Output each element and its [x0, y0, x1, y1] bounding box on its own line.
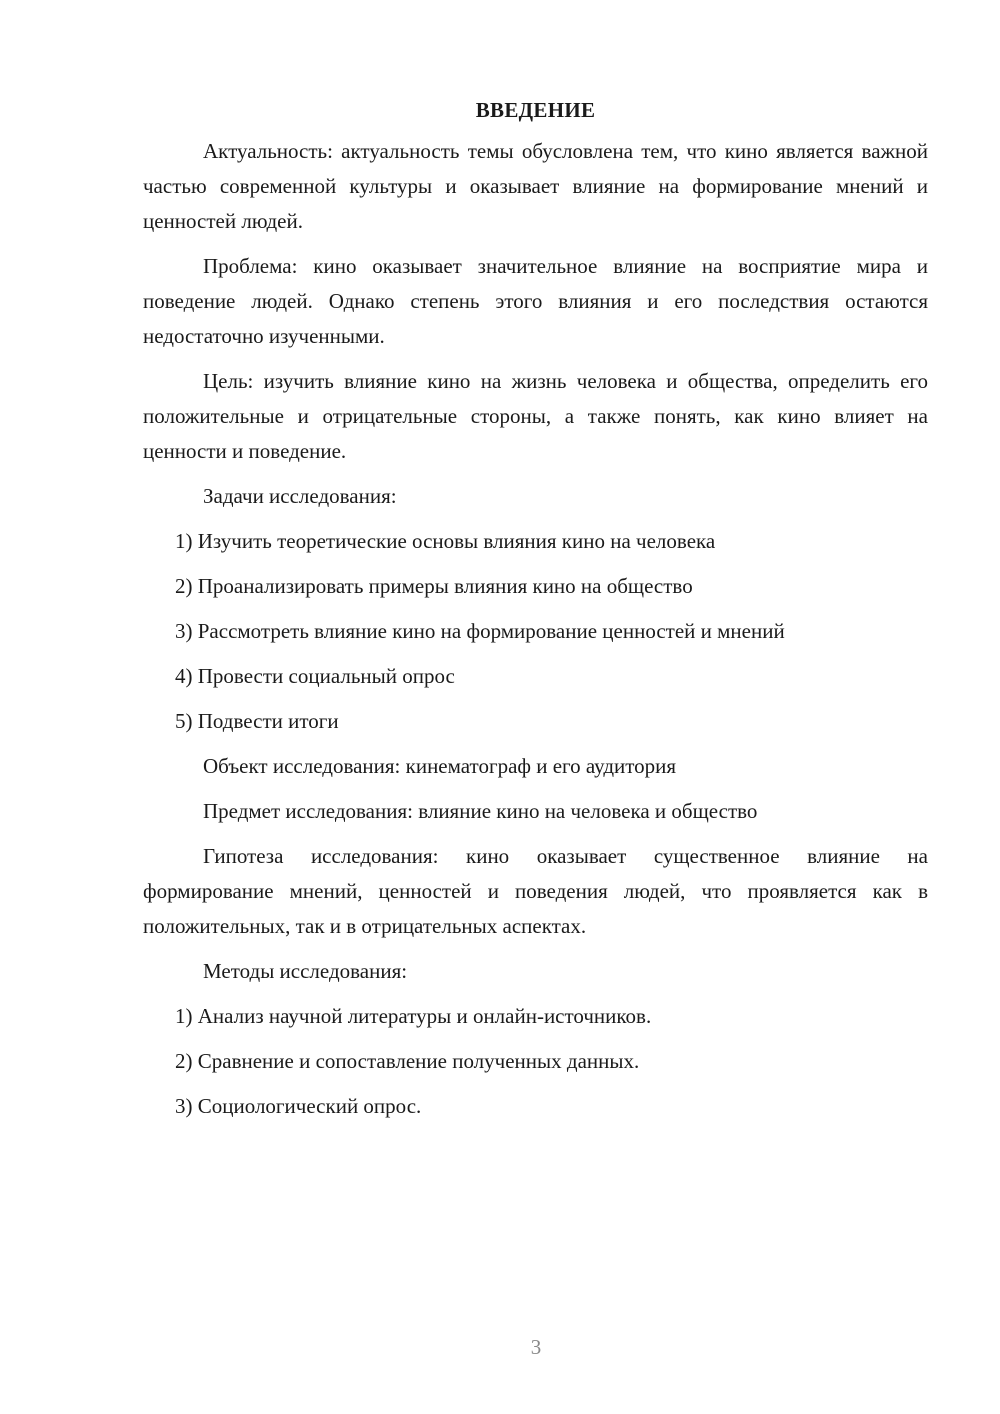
page-number: 3 [530, 1335, 542, 1359]
task-item: 1) Изучить теоретические основы влияния кино на человека [175, 529, 716, 553]
tasks-list [143, 524, 928, 739]
task-item: 3) Рассмотреть влияние кино на формирование ценностей и мнений [175, 619, 785, 643]
methods-label: Методы исследования: [203, 959, 408, 983]
method-item: 1) Анализ научной литературы и онлайн-источников. [175, 1004, 652, 1028]
section-title: ВВЕДЕНИЕ [475, 98, 596, 122]
relevance-paragraph: Актуальность: актуальность темы обусловлена тем, что кино является важной частью современной культуры и оказывает влияние на формирование мнений и ценностей людей. [143, 139, 928, 233]
task-item: 5) Подвести итоги [175, 709, 339, 733]
problem-paragraph: Проблема: кино оказывает значительное влияние на восприятие мира и поведение людей. Однако степень этого влияния и его последствия остаются недостаточно изученными. [143, 254, 928, 348]
goal-paragraph: Цель: изучить влияние кино на жизнь человека и общества, определить его положительные и отрицательные стороны, а также понять, как кино влияет на ценности и поведение. [143, 369, 928, 463]
object-paragraph: Объект исследования: кинематограф и его аудитория [203, 754, 677, 778]
task-item: 4) Провести социальный опрос [175, 664, 455, 688]
method-item: 2) Сравнение и сопоставление полученных данных. [175, 1049, 640, 1073]
hypothesis-paragraph: Гипотеза исследования: кино оказывает существенное влияние на формирование мнений, ценностей и поведения людей, что проявляется как в положительных, так и в отрицательных аспектах. [143, 844, 928, 938]
task-item: 2) Проанализировать примеры влияния кино на общество [175, 574, 693, 598]
tasks-label: Задачи исследования: [203, 484, 397, 508]
method-item: 3) Социологический опрос. [175, 1094, 422, 1118]
page-content [143, 93, 928, 1134]
subject-paragraph: Предмет исследования: влияние кино на человека и общество [203, 799, 758, 823]
methods-list [143, 999, 928, 1124]
